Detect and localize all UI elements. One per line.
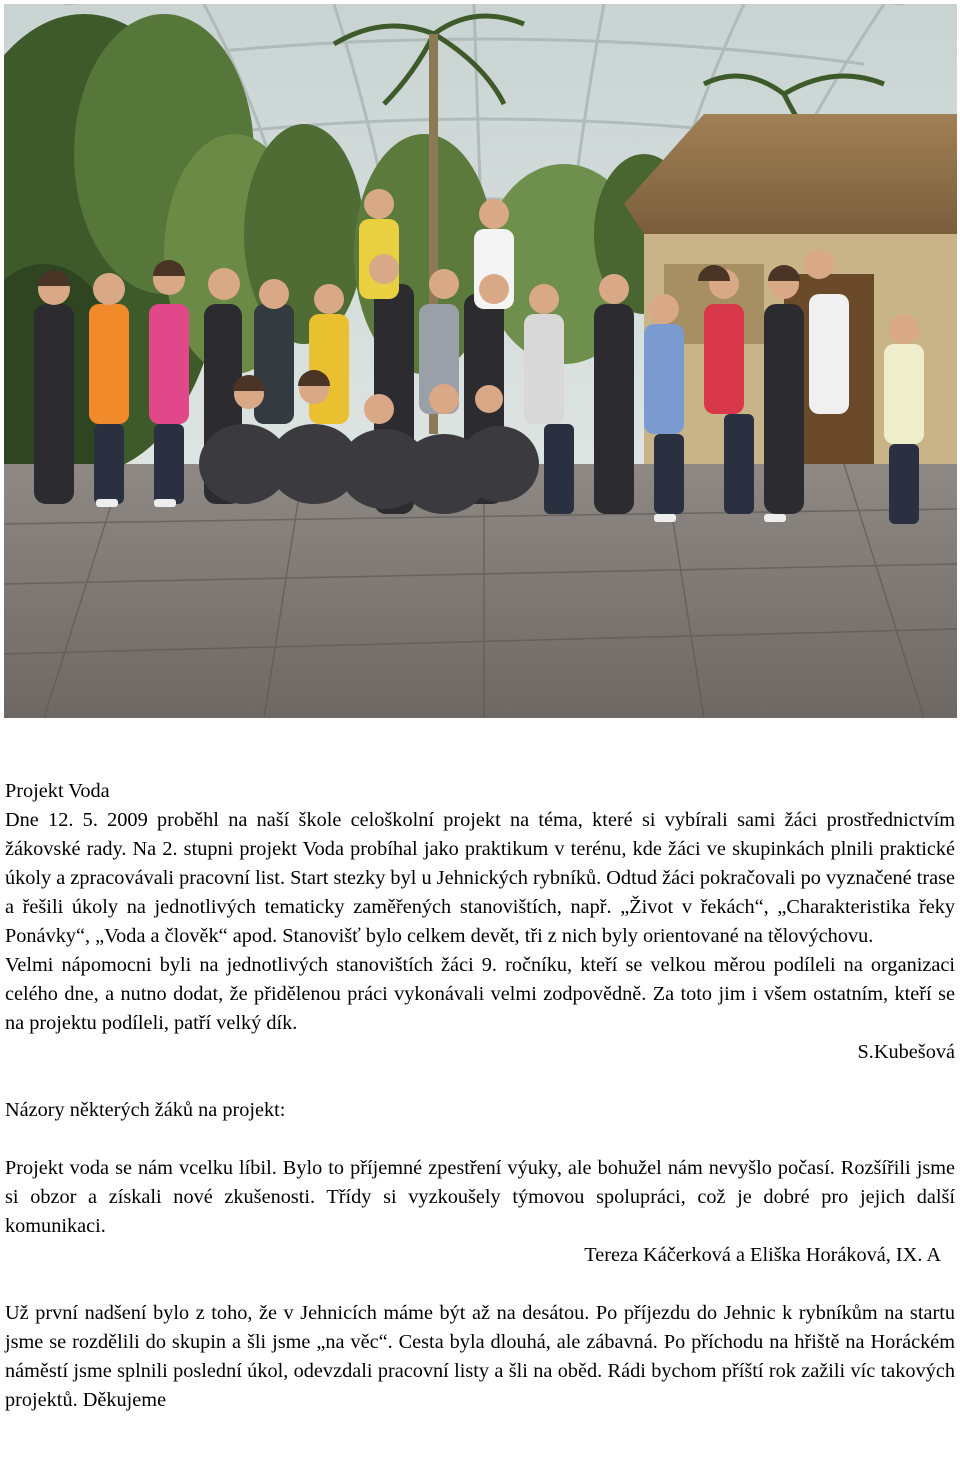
spacer [5, 1125, 955, 1154]
article-paragraph-1: Dne 12. 5. 2009 proběhl na naší škole celoškolní projekt na téma, které si vybírali sami žáci prostřednictvím žákovské rady. Na 2. stupni projekt Voda probíhal jako praktikum v terénu, kde žáci ve skupinkách plnili praktické úkoly a zpracovávali pracovní list. Start stezky byl u Jehnických rybníků. Odtud žáci pokračovali po vyznačené trase a řešili úkoly na jednotlivých tematicky zaměřených stanovištích, např. „Život v řekách“, „Charakteristika řeky Ponávky“, „Voda a člověk“ apod. Stanovišť bylo celkem devět, tři z nich byly orientované na tělovýchovu. [5, 809, 955, 947]
article-paragraph-2: Velmi nápomocni byli na jednotlivých stanovištích žáci 9. ročníku, kteří se velkou měrou podíleli na organizaci celého dne, a nutno dodat, že přidělenou práci vykonávali velmi zodpovědně. Za toto jim i všem ostatním, kteří se na projektu podíleli, patří velký dík. [5, 954, 955, 1034]
article-signature: S.Kubešová [857, 1041, 955, 1063]
opinion-1: Projekt voda se nám vcelku líbil. Bylo to příjemné zpestření výuky, ale bohužel nám nevyšlo počasí. Rozšířili jsme si obzor a získali nové zkušenosti. Třídy si vyzkoušely týmovou spolupráci, což je dobré pro jejich další komunikaci. [5, 1157, 955, 1237]
opinion-1-author: Tereza Káčerková a Eliška Horáková, IX. A [584, 1244, 941, 1266]
group-photo-illustration [4, 4, 957, 718]
article-title: Projekt Voda [5, 780, 110, 802]
spacer [5, 1270, 955, 1299]
spacer [5, 1067, 955, 1096]
group-photo [4, 4, 957, 718]
article-text [5, 777, 955, 1415]
opinion-2: Už první nadšení bylo z toho, že v Jehnicích máme být až na desátou. Po příjezdu do Jehnic k rybníkům na startu jsme se rozdělili do skupin a šli jsme „na věc“. Cesta byla dlouhá, ale zábavná. Po příchodu na hřiště na Horáckém náměstí jsme splnili poslední úkol, odevzdali pracovní listy a šli na oběd. Rádi bychom příští rok zažili víc takových projektů. Děkujeme [5, 1302, 955, 1411]
opinions-heading: Názory některých žáků na projekt: [5, 1099, 286, 1121]
